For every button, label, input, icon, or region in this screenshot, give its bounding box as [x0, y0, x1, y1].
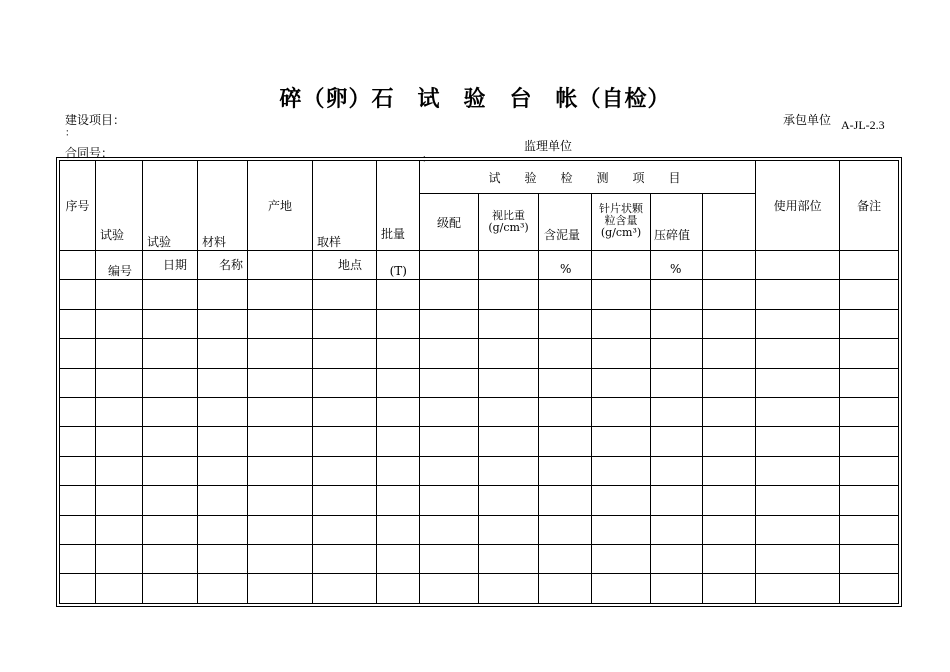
table-cell[interactable] — [479, 309, 539, 338]
form-code: A-JL-2.3 — [841, 118, 885, 132]
table-cell[interactable] — [479, 280, 539, 309]
table-cell[interactable] — [756, 397, 840, 426]
table-row — [60, 368, 899, 397]
table-cell[interactable] — [377, 368, 420, 397]
table-cell[interactable] — [756, 368, 840, 397]
table-cell[interactable] — [60, 280, 96, 309]
table-cell[interactable] — [377, 280, 420, 309]
table-row — [60, 515, 899, 544]
table-cell[interactable] — [198, 280, 248, 309]
table-cell[interactable] — [248, 574, 313, 603]
table-cell[interactable] — [479, 574, 539, 603]
table-cell[interactable] — [539, 456, 592, 485]
table-cell[interactable] — [96, 397, 143, 426]
table-cell[interactable] — [539, 339, 592, 368]
table-cell[interactable] — [60, 515, 96, 544]
table-cell[interactable] — [539, 544, 592, 573]
table-cell[interactable] — [756, 309, 840, 338]
page-title: 碎（卵）石 试 验 台 帐（自检） — [279, 86, 671, 112]
table-cell[interactable] — [143, 486, 198, 515]
table-cell[interactable] — [60, 397, 96, 426]
table-cell[interactable] — [143, 544, 198, 573]
table-cell[interactable] — [377, 456, 420, 485]
table-cell[interactable] — [313, 486, 377, 515]
table-cell[interactable] — [96, 574, 143, 603]
table-cell[interactable] — [539, 574, 592, 603]
table-cell[interactable] — [651, 427, 703, 456]
table-cell[interactable] — [420, 397, 479, 426]
table-cell[interactable] — [539, 309, 592, 338]
table-cell[interactable] — [420, 574, 479, 603]
header-remarks: 备注 — [840, 161, 899, 251]
table-cell[interactable] — [539, 397, 592, 426]
table-cell[interactable] — [198, 427, 248, 456]
table-cell[interactable] — [377, 515, 420, 544]
table-cell[interactable] — [377, 427, 420, 456]
table-cell[interactable] — [592, 251, 651, 280]
table-cell[interactable] — [420, 427, 479, 456]
table-cell[interactable] — [703, 515, 756, 544]
test-ledger-table — [59, 160, 899, 604]
table-cell[interactable] — [60, 574, 96, 603]
table-cell[interactable] — [60, 456, 96, 485]
table-cell[interactable] — [539, 280, 592, 309]
table-cell[interactable] — [420, 515, 479, 544]
table-cell[interactable] — [313, 397, 377, 426]
table-cell[interactable] — [96, 309, 143, 338]
table-cell[interactable] — [756, 427, 840, 456]
table-cell[interactable] — [248, 280, 313, 309]
table-cell[interactable] — [479, 251, 539, 280]
table-cell[interactable] — [703, 486, 756, 515]
ledger-body — [60, 251, 899, 604]
table-cell[interactable] — [703, 574, 756, 603]
supervisor-label: 监理单位 — [524, 139, 573, 153]
table-cell[interactable] — [198, 574, 248, 603]
table-cell[interactable] — [198, 486, 248, 515]
table-cell[interactable] — [539, 486, 592, 515]
table-cell[interactable] — [143, 368, 198, 397]
table-row — [60, 456, 899, 485]
table-cell[interactable] — [248, 515, 313, 544]
table-cell[interactable] — [479, 427, 539, 456]
table-cell[interactable] — [60, 544, 96, 573]
table-cell[interactable] — [840, 544, 899, 573]
table-cell[interactable] — [198, 309, 248, 338]
table-cell[interactable] — [756, 339, 840, 368]
project-label: 建设项目： — [65, 113, 126, 127]
table-cell[interactable] — [248, 251, 313, 280]
table-cell[interactable] — [756, 456, 840, 485]
table-cell[interactable] — [703, 427, 756, 456]
table-cell[interactable] — [248, 486, 313, 515]
table-cell[interactable] — [420, 251, 479, 280]
table-cell[interactable] — [592, 427, 651, 456]
table-cell[interactable] — [96, 456, 143, 485]
table-cell[interactable] — [420, 544, 479, 573]
table-row — [60, 397, 899, 426]
table-cell[interactable] — [96, 368, 143, 397]
table-cell[interactable] — [248, 309, 313, 338]
table-row — [60, 280, 899, 309]
table-cell[interactable] — [313, 515, 377, 544]
table-row — [60, 574, 899, 603]
table-cell[interactable] — [592, 486, 651, 515]
table-cell[interactable] — [592, 309, 651, 338]
table-cell[interactable] — [420, 456, 479, 485]
table-cell[interactable] — [248, 456, 313, 485]
header-mud-content: 含泥量 % — [539, 194, 592, 251]
supervisor-colon: ： — [422, 154, 432, 165]
table-cell[interactable] — [756, 574, 840, 603]
table-cell[interactable] — [96, 427, 143, 456]
table-cell[interactable] — [592, 339, 651, 368]
table-cell[interactable] — [840, 368, 899, 397]
table-cell[interactable] — [539, 368, 592, 397]
table-cell[interactable] — [60, 251, 96, 280]
table-row — [60, 339, 899, 368]
table-cell[interactable] — [377, 397, 420, 426]
table-cell[interactable] — [248, 397, 313, 426]
table-cell[interactable] — [756, 486, 840, 515]
table-cell[interactable] — [479, 544, 539, 573]
table-cell[interactable] — [377, 544, 420, 573]
table-cell[interactable] — [377, 309, 420, 338]
header-test-items: 试 验 检 测 项 目 — [420, 161, 756, 194]
table-cell[interactable] — [60, 368, 96, 397]
table-cell[interactable] — [313, 309, 377, 338]
table-cell[interactable] — [96, 486, 143, 515]
table-cell[interactable] — [703, 339, 756, 368]
table-cell[interactable] — [143, 515, 198, 544]
table-cell[interactable] — [198, 368, 248, 397]
header-material: 材料 名称 — [198, 161, 248, 251]
table-cell[interactable] — [592, 544, 651, 573]
table-cell[interactable] — [756, 544, 840, 573]
table-cell[interactable] — [313, 544, 377, 573]
table-cell[interactable] — [198, 397, 248, 426]
table-cell[interactable] — [248, 427, 313, 456]
table-cell[interactable] — [651, 574, 703, 603]
table-cell[interactable] — [96, 544, 143, 573]
table-cell[interactable] — [592, 397, 651, 426]
table-cell[interactable] — [313, 280, 377, 309]
table-cell[interactable] — [60, 339, 96, 368]
table-row — [60, 486, 899, 515]
table-cell[interactable] — [840, 515, 899, 544]
table-cell[interactable] — [198, 456, 248, 485]
table-cell[interactable] — [651, 309, 703, 338]
table-cell[interactable] — [592, 574, 651, 603]
table-cell[interactable] — [703, 397, 756, 426]
table-cell[interactable] — [703, 544, 756, 573]
table-cell[interactable] — [539, 427, 592, 456]
table-cell[interactable] — [479, 515, 539, 544]
header-origin: 产地 — [248, 161, 313, 251]
table-cell[interactable] — [377, 339, 420, 368]
table-cell[interactable] — [313, 368, 377, 397]
table-cell[interactable] — [703, 456, 756, 485]
table-cell[interactable] — [313, 574, 377, 603]
table-cell[interactable] — [840, 251, 899, 280]
table-row — [60, 544, 899, 573]
table-cell[interactable] — [592, 368, 651, 397]
table-cell[interactable] — [539, 515, 592, 544]
project-colon: ： — [65, 128, 75, 139]
header-extra-test-item — [703, 194, 756, 251]
table-cell[interactable] — [703, 251, 756, 280]
table-cell[interactable] — [248, 339, 313, 368]
header-sampling: 取样 地点 — [313, 161, 377, 251]
header-use-location: 使用部位 — [756, 161, 840, 251]
table-cell[interactable] — [479, 339, 539, 368]
header-test-date: 试验 日期 — [143, 161, 198, 251]
table-cell[interactable] — [143, 280, 198, 309]
table-cell[interactable] — [840, 309, 899, 338]
table-cell[interactable] — [143, 427, 198, 456]
table-cell[interactable] — [143, 397, 198, 426]
table-cell[interactable] — [198, 544, 248, 573]
table-cell[interactable] — [479, 397, 539, 426]
table-cell[interactable] — [198, 339, 248, 368]
table-cell[interactable] — [143, 339, 198, 368]
table-cell[interactable] — [840, 397, 899, 426]
table-cell[interactable] — [840, 456, 899, 485]
table-cell[interactable] — [479, 368, 539, 397]
table-cell[interactable] — [756, 515, 840, 544]
table-cell[interactable] — [377, 574, 420, 603]
header-test-no: 试验 编号 — [96, 161, 143, 251]
table-cell[interactable] — [313, 456, 377, 485]
table-cell[interactable] — [651, 456, 703, 485]
table-cell[interactable] — [651, 280, 703, 309]
table-cell[interactable] — [143, 574, 198, 603]
table-cell[interactable] — [420, 309, 479, 338]
table-cell[interactable] — [143, 309, 198, 338]
table-cell[interactable] — [479, 456, 539, 485]
table-cell[interactable] — [420, 368, 479, 397]
table-cell[interactable] — [651, 339, 703, 368]
table-cell[interactable] — [756, 280, 840, 309]
table-cell[interactable] — [840, 280, 899, 309]
table-cell[interactable] — [143, 456, 198, 485]
table-cell[interactable] — [248, 368, 313, 397]
table-cell[interactable] — [756, 251, 840, 280]
table-cell[interactable] — [651, 486, 703, 515]
table-cell[interactable] — [377, 486, 420, 515]
table-cell[interactable] — [840, 486, 899, 515]
table-cell[interactable] — [592, 456, 651, 485]
table-cell[interactable] — [840, 339, 899, 368]
table-cell[interactable] — [60, 427, 96, 456]
table-cell[interactable] — [60, 486, 96, 515]
header-seq: 序号 — [60, 161, 96, 251]
table-cell[interactable] — [96, 339, 143, 368]
table-cell[interactable] — [703, 309, 756, 338]
table-cell[interactable] — [198, 515, 248, 544]
header-crushing-value: 压碎值 % — [651, 194, 703, 251]
table-cell[interactable] — [840, 574, 899, 603]
table-cell[interactable] — [651, 515, 703, 544]
table-cell[interactable] — [592, 515, 651, 544]
table-cell[interactable] — [420, 486, 479, 515]
table-cell[interactable] — [651, 544, 703, 573]
table-cell[interactable] — [60, 309, 96, 338]
table-cell[interactable] — [420, 280, 479, 309]
table-cell[interactable] — [840, 427, 899, 456]
table-cell[interactable] — [313, 339, 377, 368]
table-cell[interactable] — [248, 544, 313, 573]
table-cell[interactable] — [651, 368, 703, 397]
table-cell[interactable] — [651, 397, 703, 426]
table-cell[interactable] — [96, 515, 143, 544]
table-cell[interactable] — [313, 427, 377, 456]
contract-label: 合同号： — [65, 146, 114, 160]
header-grading: 级配 — [420, 194, 479, 251]
table-cell[interactable] — [96, 280, 143, 309]
table-cell[interactable] — [420, 339, 479, 368]
contractor-label: 承包单位 — [783, 113, 832, 127]
table-cell[interactable] — [592, 280, 651, 309]
header-apparent-density: 视比重 (g/cm³) — [479, 194, 539, 251]
header-flaky-content: 针片状颗 粒含量 (g/cm³) — [592, 194, 651, 251]
table-row — [60, 427, 899, 456]
table-cell[interactable] — [479, 486, 539, 515]
table-cell[interactable] — [703, 368, 756, 397]
header-batch: 批量 (T) — [377, 161, 420, 251]
table-row — [60, 309, 899, 338]
table-cell[interactable] — [703, 280, 756, 309]
